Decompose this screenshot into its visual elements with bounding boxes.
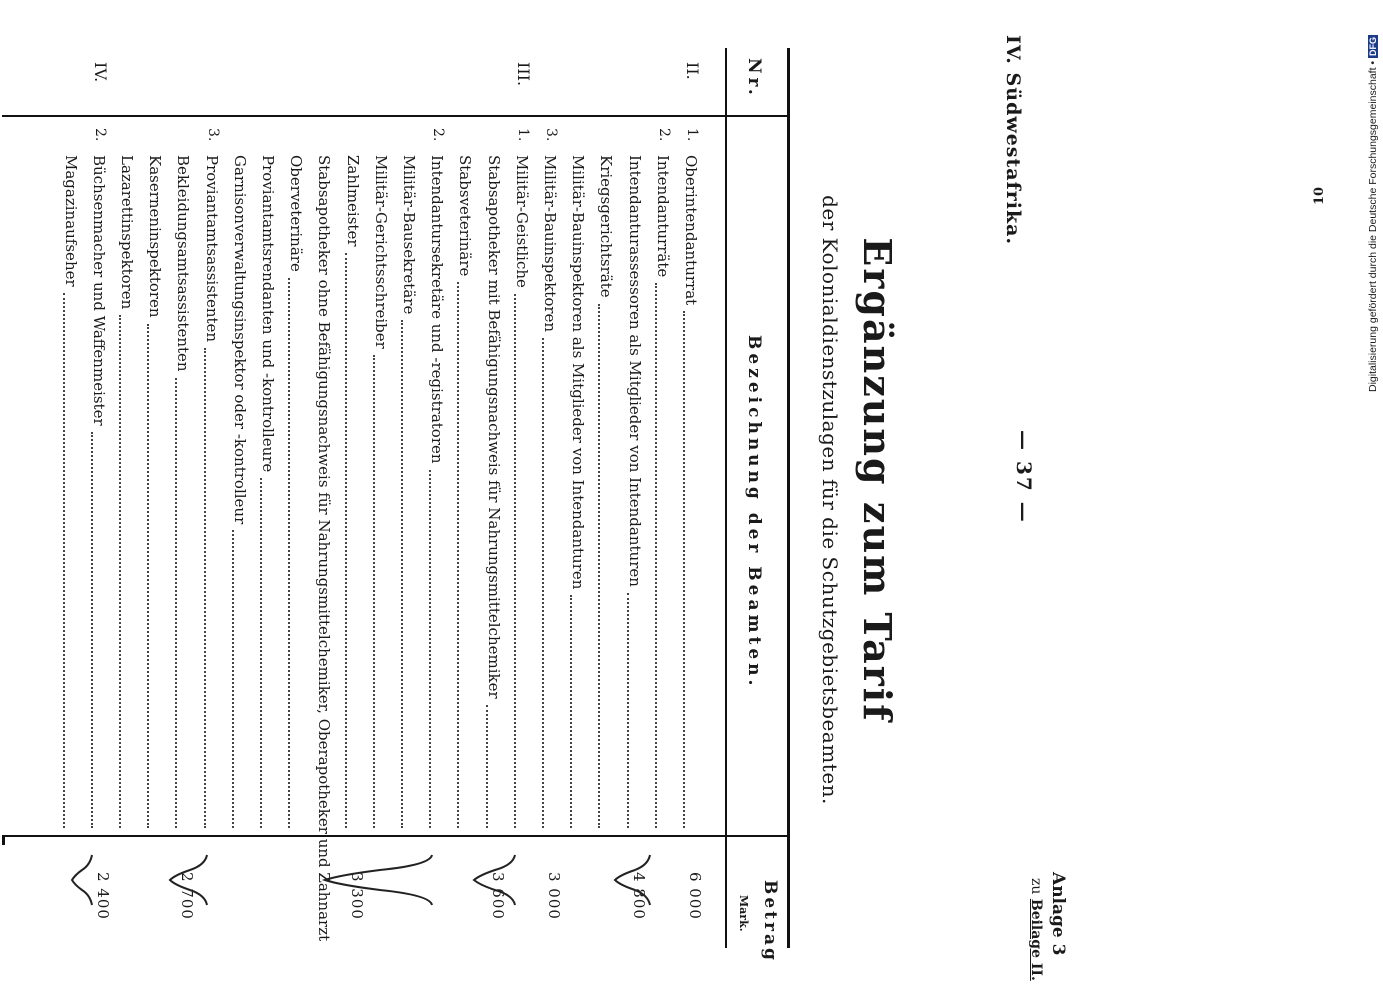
credit-text: Digitalisierung gefördert durch die Deutsche Forschungsgemeinschaft • [1367,60,1379,392]
row-leader-dots [204,348,206,828]
table-bottom-tick [2,835,5,845]
digitization-credit [1367,35,1379,392]
document-title: Ergänzung zum Tarif [855,237,900,723]
row-roman-numeral: III. [513,62,533,87]
dfg-logo: DFG [1368,36,1378,56]
row-leader-dots [683,311,685,828]
row-leader-dots [401,320,403,828]
row-leader-dots [345,253,347,828]
row-leader-dots [63,293,65,828]
section-header: IV. Südwestafrika. [1002,35,1024,246]
column-header-amount-unit: Mark. [737,895,750,932]
row-leader-dots [147,324,149,828]
row-amount: 3 600 [488,872,507,920]
table-header-rule [725,48,727,948]
row-label: Proviantamtsrendanten und -kontrolleure [259,155,277,473]
page-number: — 37 — [1012,430,1036,524]
row-number: 3. [543,128,559,142]
row-number: 3. [204,128,221,142]
amount-braces [0,845,670,935]
row-label: Büchsenmacher und Waffenmeister [89,155,108,426]
row-label: Bekleidungsamtsassistenten [174,155,193,372]
annex-ref-prefix: zu [1028,878,1044,895]
row-label: Stabsveterinäre [456,155,475,277]
row-number: 2. [430,128,447,142]
brace-group-3 [325,855,432,905]
row-leader-dots [627,593,629,828]
row-leader-dots [542,338,544,828]
row-amount: 3 300 [347,872,366,920]
row-leader-dots [570,595,572,828]
row-label: Intendanturassessoren als Mitglieder von Intendanturen [625,155,644,587]
row-label: Stabsapotheker ohne Befähigungsnachweis für Nahrungsmittelchemiker, Oberapotheker und Zahnarzt [315,155,334,942]
brace-group-1 [615,855,650,905]
row-label: Militär-Gerichtsschreiber [371,155,390,349]
annex-reference [1028,878,1044,981]
row-leader-dots [175,378,177,828]
document-subtitle: der Kolonialdienstzulagen für die Schutzgebietsbeamten. [818,195,842,805]
row-label: Kaserneninspektoren [146,155,165,318]
row-label: Militär-Geistliche [512,155,531,288]
row-leader-dots [119,315,121,828]
row-label: Garnisonverwaltungsinspektor oder -kontrolleur [230,155,249,525]
brace-group-2 [474,855,515,905]
row-amount: 2 700 [178,872,197,920]
row-leader-dots [457,282,459,828]
row-amount: 2 400 [93,872,112,920]
row-number: 1. [684,128,700,142]
row-leader-dots [598,304,600,828]
row-label: Militär-Bauinspektoren als Mitglieder von Intendanturen [569,155,588,590]
column-header-amount: Betrag [760,880,780,963]
row-number: 1. [514,128,531,142]
row-leader-dots [429,470,431,828]
row-label: Kriegsgerichtsräte [597,155,616,298]
table-top-rule [787,48,790,948]
row-leader-dots [232,530,234,828]
row-leader-dots [91,432,93,828]
row-amount: 6 000 [686,872,704,920]
row-label: Stabsapotheker mit Befähigungsnachweis für Nahrungsmittelchemiker [484,155,503,699]
row-label: Militär-Bausekretäre [400,155,418,315]
row-label: Zahlmeister [343,155,362,247]
row-leader-dots [288,278,290,828]
row-leader-dots [514,294,516,828]
row-leader-dots [260,478,262,828]
row-label: Magazinaufseher [61,155,80,287]
row-number: 2. [91,128,108,142]
row-leader-dots [373,355,375,828]
row-leader-dots [655,283,657,828]
row-number: 2. [655,128,672,142]
row-amount: 4 800 [629,872,648,920]
row-label: Lazarettinspektoren [118,155,136,310]
row-label: Oberveterinäre [287,155,306,272]
column-header-designation: Bezeichnung der Beamten. [744,335,764,690]
annex-ref-value: Beilage II. [1028,898,1044,981]
brace-group-4 [170,855,207,905]
annex-title: Anlage 3 [1048,872,1068,956]
row-label: Intendantursekretäre und -registratoren [428,155,447,464]
column-header-nr: Nr. [744,58,764,99]
row-roman-numeral: IV. [90,62,110,83]
row-label: Militär-Bauinspektoren [541,155,559,333]
table-nr-column-rule [2,115,790,117]
row-label: Intendanturräte [653,155,672,278]
row-leader-dots [486,705,488,828]
row-amount: 3 000 [545,872,563,920]
sheet-number: 10 [1312,186,1327,205]
row-roman-numeral: II. [683,62,702,80]
brace-group-5 [72,855,92,905]
table-amount-column-rule [2,835,790,837]
row-label: Oberintendanturrat [682,155,700,306]
row-label: Proviantamtsassistenten [202,155,221,343]
